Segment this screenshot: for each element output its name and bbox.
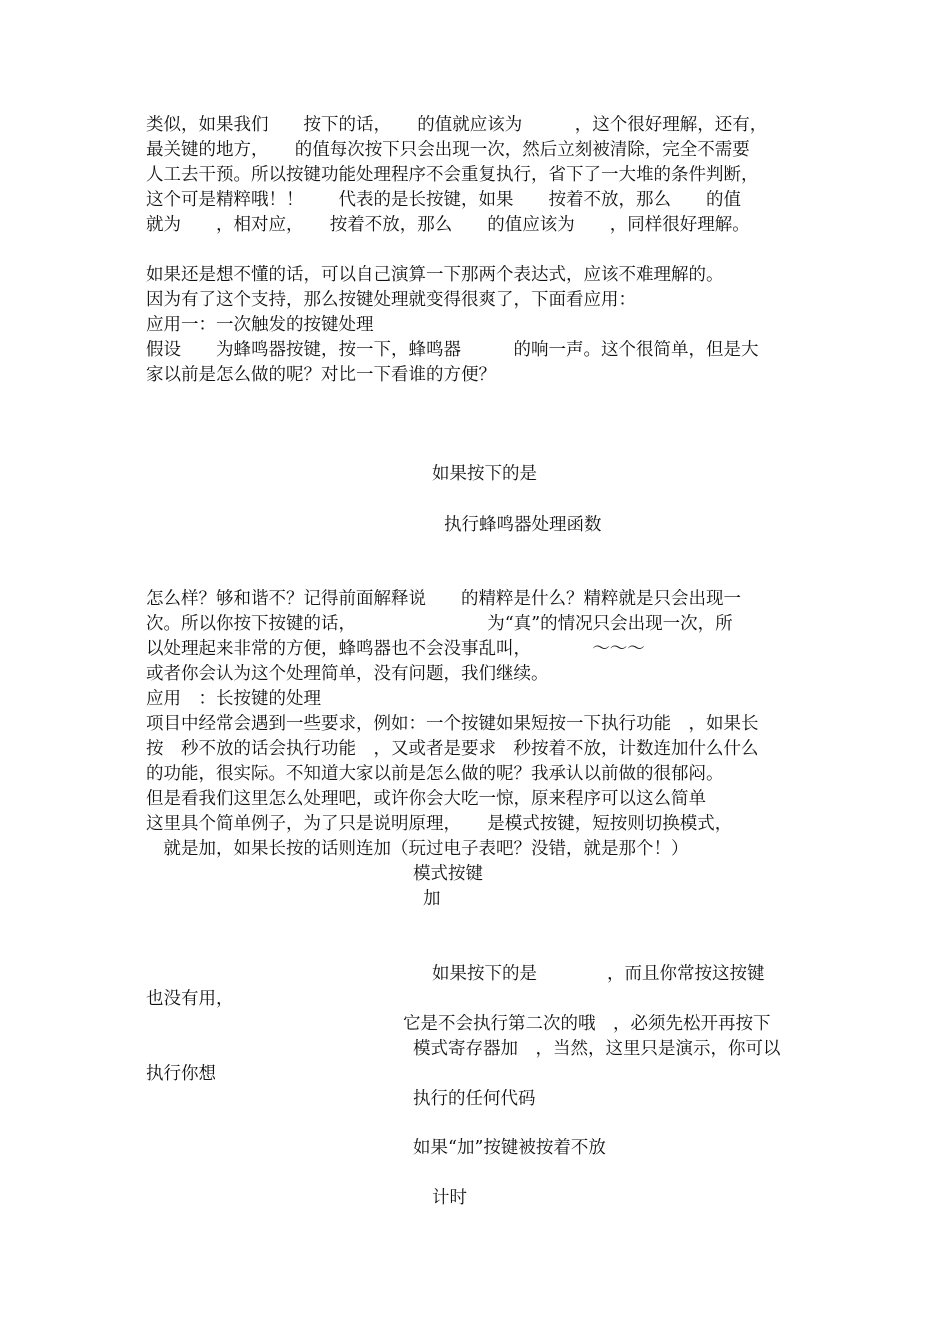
code-comment: 如果按下的是 ，而且你常按这按键: [432, 964, 765, 984]
text-line: 项目中经常会遇到一些要求，例如：一个按键如果短按一下执行功能 ，如果长: [146, 714, 759, 734]
text-line: 因为有了这个支持，那么按键处理就变得很爽了，下面看应用：: [146, 290, 636, 310]
text-line: 以处理起来非常的方便，蜂鸣器也不会没事乱叫， ～～～: [146, 639, 645, 659]
text-line: 的功能，很实际。不知道大家以前是怎么做的呢？我承认以前做的很郁闷。: [146, 764, 724, 784]
code-comment: 它是不会执行第二次的哦 ，必须先松开再按下: [403, 1014, 771, 1034]
text-line: 或者你会认为这个处理简单，没有问题，我们继续。: [146, 664, 549, 684]
section-heading: 应用一：一次触发的按键处理: [146, 315, 374, 335]
code-comment: 加: [423, 889, 441, 909]
code-comment: 模式按键: [413, 864, 483, 884]
text-line: 最关键的地方， 的值每次按下只会出现一次，然后立刻被清除，完全不需要: [146, 140, 750, 160]
text-line: 但是看我们这里怎么处理吧，或许你会大吃一惊，原来程序可以这么简单: [146, 789, 706, 809]
text-line: 怎么样？够和谐不？记得前面解释说 的精粹是什么？精粹就是只会出现一: [146, 589, 741, 609]
code-comment: 执行的任何代码: [413, 1089, 536, 1109]
text-line: 假设 为蜂鸣器按键，按一下，蜂鸣器 的响一声。这个很简单，但是大: [146, 340, 759, 360]
text-line: 类似，如果我们 按下的话， 的值就应该为 ，这个很好理解，还有，: [146, 115, 768, 135]
code-comment: 执行蜂鸣器处理函数: [444, 515, 602, 535]
text-line: 就为 ，相对应， 按着不放，那么 的值应该为 ，同样很好理解。: [146, 215, 750, 235]
text-line: 次。所以你按下按键的话， 为“真”的情况只会出现一次，所: [146, 614, 733, 634]
section-heading: 应用 ：长按键的处理: [146, 689, 321, 709]
code-comment: 模式寄存器加 ，当然，这里只是演示，你可以: [413, 1039, 781, 1059]
text-line: 这里具个简单例子，为了只是说明原理， 是模式按键，短按则切换模式，: [146, 814, 733, 834]
code-comment: 执行你想: [146, 1064, 216, 1084]
code-comment: 计时: [432, 1188, 467, 1208]
text-line: 如果还是想不懂的话，可以自己演算一下那两个表达式，应该不难理解的。: [146, 265, 724, 285]
code-comment: 如果“加”按键被按着不放: [413, 1138, 606, 1158]
text-line: 人工去干预。所以按键功能处理程序不会重复执行，省下了一大堆的条件判断，: [146, 165, 759, 185]
code-comment: 也没有用，: [146, 989, 234, 1009]
text-line: 家以前是怎么做的呢？对比一下看谁的方便？: [146, 365, 496, 385]
text-line: 按 秒不放的话会执行功能 ，又或者是要求 秒按着不放，计数连加什么什么: [146, 739, 759, 759]
code-comment: 如果按下的是: [432, 464, 537, 484]
text-line: 这个可是精粹哦！！ 代表的是长按键，如果 按着不放，那么 的值: [146, 190, 741, 210]
text-line: 就是加，如果长按的话则连加（玩过电子表吧？没错，就是那个！）: [146, 839, 689, 859]
